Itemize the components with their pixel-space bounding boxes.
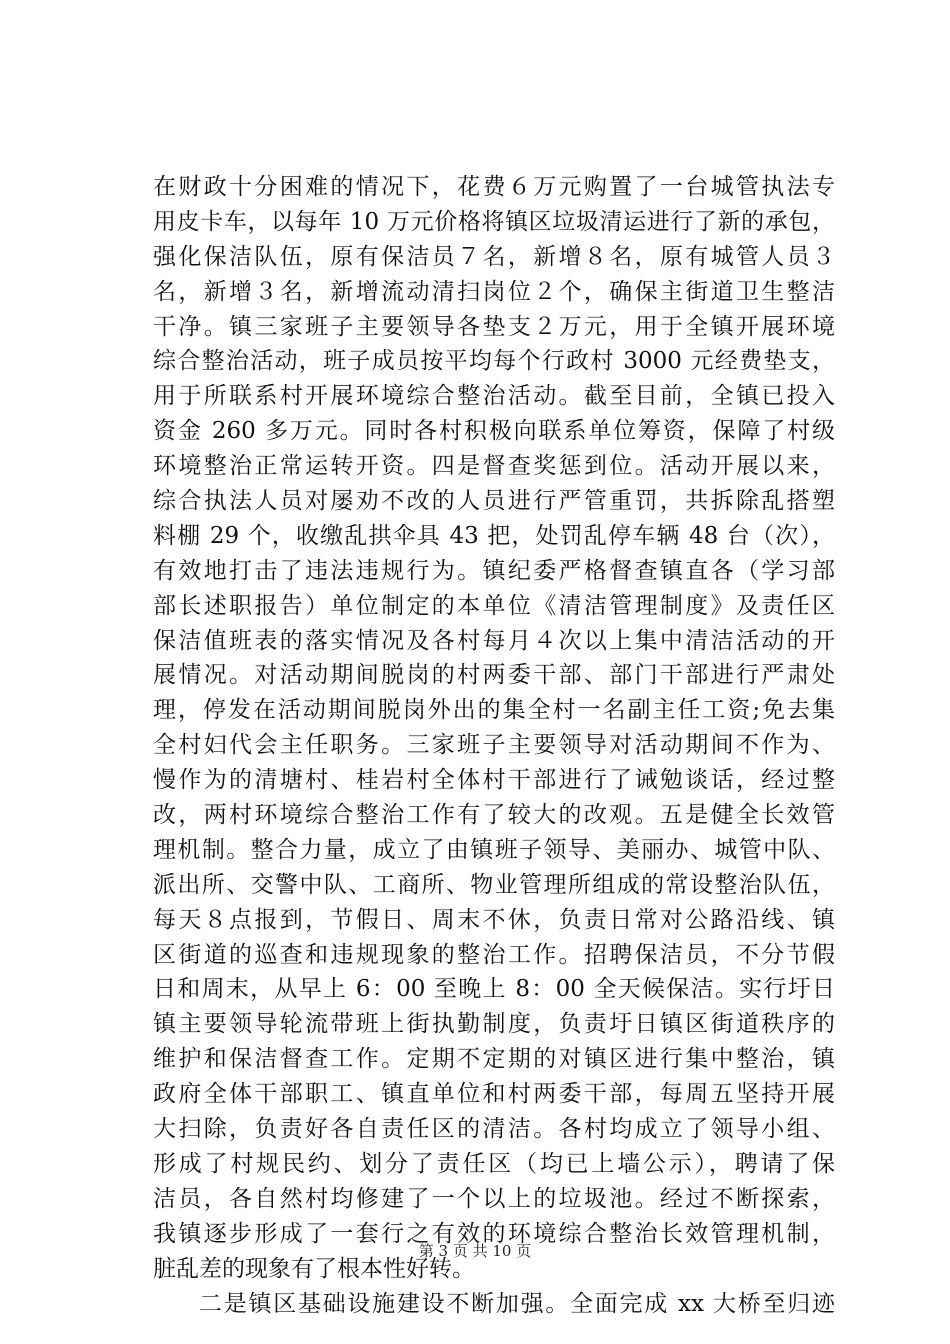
text-line: 综合执法人员对屡劝不改的人员进行严管重罚，共拆除乱搭塑 bbox=[153, 488, 835, 515]
text-line: 日和周末，从早上 6：00 至晚上 8：00 全天候保洁。实行圩日 bbox=[153, 976, 835, 1003]
paragraph-start-line: 二是镇区基础设施建设不断加强。全面完成 xx 大桥至归迹 bbox=[199, 1290, 835, 1317]
text-line: 政府全体干部职工、镇直单位和村两委干部，每周五坚持开展 bbox=[153, 1081, 835, 1108]
text-line: 大扫除，负责好各自责任区的清洁。各村均成立了领导小组、 bbox=[153, 1116, 835, 1143]
text-line: 洁员，各自然村均修建了一个以上的垃圾池。经过不断探索， bbox=[153, 1185, 835, 1212]
text-line: 料棚 29 个，收缴乱拱伞具 43 把，处罚乱停车辆 48 台（次）， bbox=[153, 522, 835, 549]
text-line: 改，两村环境综合整治工作有了较大的改观。五是健全长效管 bbox=[153, 802, 835, 829]
text-line: 环境整治正常运转开资。四是督查奖惩到位。活动开展以来， bbox=[153, 453, 835, 480]
text-line: 有效地打击了违法违规行为。镇纪委严格督查镇直各（学习部 bbox=[153, 557, 835, 584]
text-line: 镇主要领导轮流带班上街执勤制度，负责圩日镇区街道秩序的 bbox=[153, 1011, 835, 1038]
text-line: 理，停发在活动期间脱岗外出的集全村一名副主任工资;免去集 bbox=[153, 697, 835, 724]
text-line: 区街道的巡查和违规现象的整治工作。招聘保洁员，不分节假 bbox=[153, 941, 835, 968]
text-line: 强化保洁队伍，原有保洁员７名，新增８名，原有城管人员３ bbox=[153, 243, 835, 270]
text-line: 资金 260 多万元。同时各村积极向联系单位筹资，保障了村级 bbox=[153, 418, 835, 445]
text-line: 部长述职报告）单位制定的本单位《清洁管理制度》及责任区 bbox=[153, 592, 835, 619]
page-number-footer: 第 3 页 共 10 页 bbox=[418, 1242, 532, 1260]
text-line: 我镇逐步形成了一套行之有效的环境综合整治长效管理机制， bbox=[153, 1220, 835, 1247]
text-line: 综合整治活动，班子成员按平均每个行政村 3000 元经费垫支， bbox=[153, 348, 835, 375]
text-line: 形成了村规民约、划分了责任区（均已上墙公示），聘请了保 bbox=[153, 1150, 835, 1177]
text-line: 慢作为的清塘村、桂岩村全体村干部进行了诫勉谈话，经过整 bbox=[153, 767, 835, 794]
text-line: 每天８点报到，节假日、周末不休，负责日常对公路沿线、镇 bbox=[153, 906, 835, 933]
text-line: 保洁值班表的落实情况及各村每月４次以上集中清洁活动的开 bbox=[153, 627, 835, 654]
text-line: 展情况。对活动期间脱岗的村两委干部、部门干部进行严肃处 bbox=[153, 662, 835, 689]
document-body bbox=[153, 170, 835, 1321]
text-line: 在财政十分困难的情况下，花费６万元购置了一台城管执法专 bbox=[153, 174, 835, 200]
text-line: 用皮卡车，以每年 10 万元价格将镇区垃圾清运进行了新的承包， bbox=[153, 208, 835, 235]
text-line: 全村妇代会主任职务。三家班子主要领导对活动期间不作为、 bbox=[153, 732, 835, 759]
paragraph-end-line: 脏乱差的现象有了根本性好转。 bbox=[153, 1255, 475, 1282]
text-line: 派出所、交警中队、工商所、物业管理所组成的常设整治队伍， bbox=[153, 871, 835, 898]
text-line: 理机制。整合力量，成立了由镇班子领导、美丽办、城管中队、 bbox=[153, 836, 835, 863]
text-line: 干净。镇三家班子主要领导各垫支２万元，用于全镇开展环境 bbox=[153, 313, 835, 340]
text-line: 用于所联系村开展环境综合整治活动。截至目前，全镇已投入 bbox=[153, 383, 835, 410]
text-line: 维护和保洁督查工作。定期不定期的对镇区进行集中整治，镇 bbox=[153, 1046, 835, 1073]
text-line: 名，新增３名，新增流动清扫岗位２个，确保主街道卫生整洁 bbox=[153, 278, 835, 305]
